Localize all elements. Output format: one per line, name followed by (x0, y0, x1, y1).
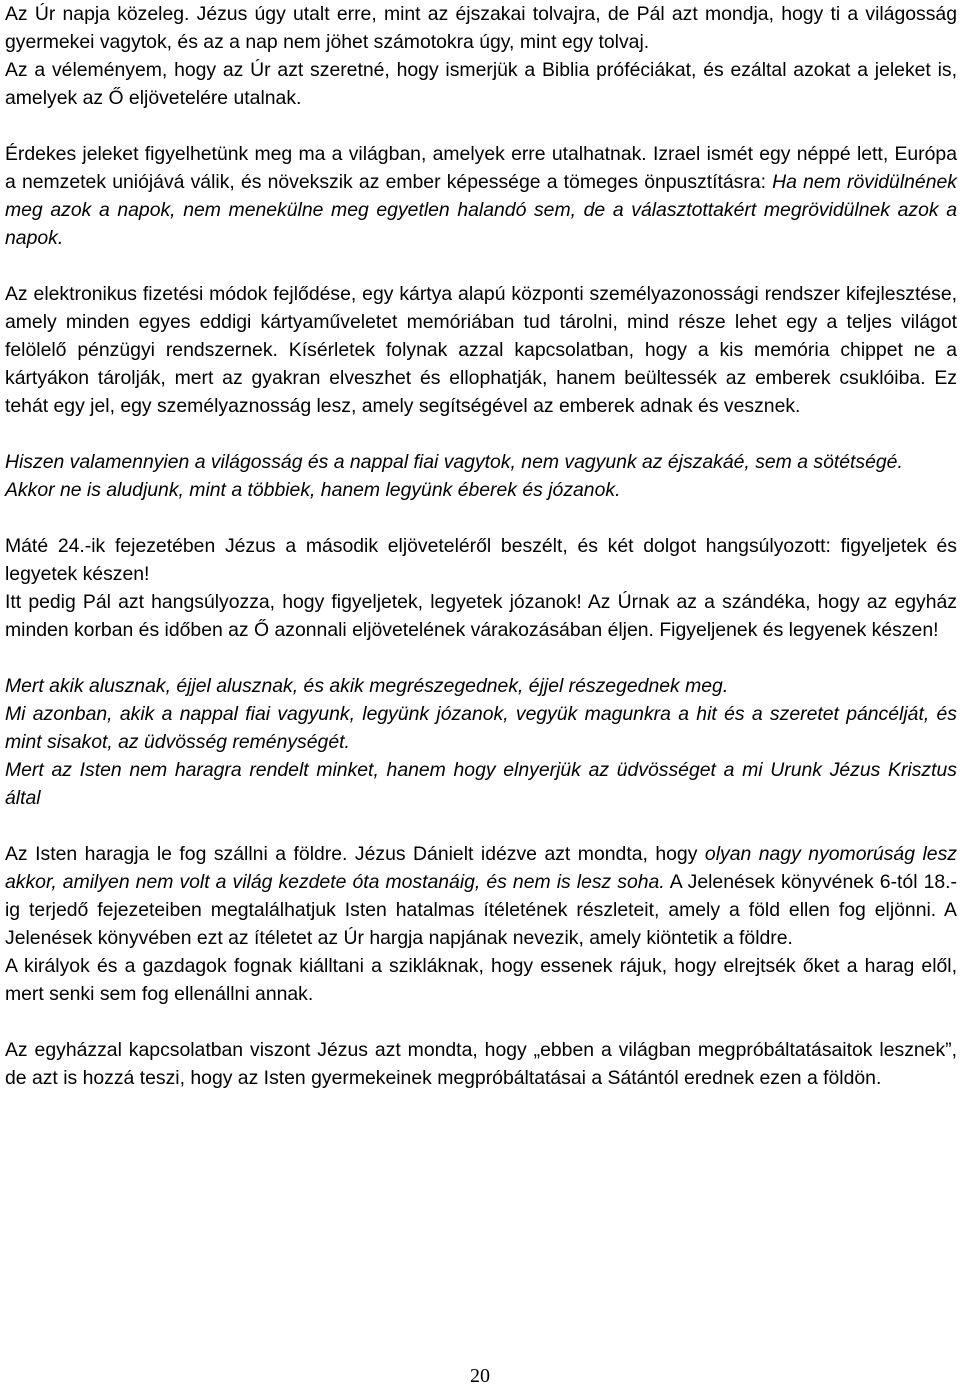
paragraph-1-line-2: Az a véleményem, hogy az Úr azt szeretné, hogy ismerjük a Biblia próféciákat, és ezáltal azokat a jeleket is, amelyek az Ő eljövetelére utalnak. (5, 59, 957, 109)
paragraph-6-line-1: Mert akik alusznak, éjjel alusznak, és akik megrészegednek, éjjel részegednek meg. (5, 675, 729, 697)
paragraph-6-line-3: Mert az Isten nem haragra rendelt minket, hanem hogy elnyerjük az üdvösséget a mi Urunk Jézus Krisztus által (5, 759, 957, 809)
page-body (5, 0, 957, 1092)
paragraph-3: Az elektronikus fizetési módok fejlődése, egy kártya alapú központi személyazonossági rendszer kifejlesztése, amely minden egyes eddigi kártyaműveletet memóriában tud tárolni, mind része lehet egy a teljes világot felölelő pénzügyi rendszernek. Kísérletek folynak azzal kapcsolatban, hogy a kis memória chippet ne a kártyákon tárolják, mert az gyakran elveszhet és ellophatják, hanem beültessék az emberek csuklóiba. Ez tehát egy jel, egy személyaznosság lesz, amely segítségével az emberek adnak és vesznek. (5, 283, 957, 417)
paragraph-7-text-c: A Jelenések könyvének 6-tól 18.-ig terjedő fejezeteiben megtalálhatjuk Isten hatalmas ítéletének részleteit, amely a föld ellen fog eljönni. A Jelenések könyvében ezt az ítéletet az Úr hargja napjának nevezik, amely kiöntetik a földre. (5, 871, 957, 949)
paragraph-4-line-2: Akkor ne is aludjunk, mint a többiek, hanem legyünk éberek és józanok. (5, 479, 621, 501)
paragraph-2-quote: Ha nem rövidülnének meg azok a napok, nem menekülne meg egyetlen halandó sem, de a választottakért megrövidülnek azok a napok. (5, 171, 957, 249)
paragraph-7 (5, 840, 957, 952)
paragraph-6-line-2: Mi azonban, akik a nappal fiai vagyunk, legyünk józanok, vegyük magunkra a hit és a szeretet páncélját, és mint sisakot, az üdvösség reménységét. (5, 703, 957, 753)
paragraph-4-line-1: Hiszen valamennyien a világosság és a nappal fiai vagytok, nem vagyunk az éjszakáé, sem a sötétségé. (5, 451, 903, 473)
paragraph-7-text-a: Az Isten haragja le fog szállni a földre. Jézus Dánielt idézve azt mondta, hogy (5, 843, 705, 865)
paragraph-8: Az egyházzal kapcsolatban viszont Jézus azt mondta, hogy „ebben a világban megpróbáltatásaitok lesznek”, de azt is hozzá teszi, hogy az Isten gyermekeinek megpróbáltatásai a Sátántól erednek ezen a földön. (5, 1039, 957, 1089)
paragraph-1-line-1: Az Úr napja közeleg. Jézus úgy utalt erre, mint az éjszakai tolvajra, de Pál azt mondja, hogy ti a világosság gyermekei vagytok, és az a nap nem jöhet számotokra úgy, mint egy tolvaj. (5, 3, 957, 53)
paragraph-5-line-2: Itt pedig Pál azt hangsúlyozza, hogy figyeljetek, legyetek józanok! Az Úrnak az a szándéka, hogy az egyház minden korban és időben az Ő azonnali eljövetelének várakozásában éljen. Figyeljenek és legyenek készen! (5, 591, 957, 641)
paragraph-5-line-1: Máté 24.-ik fejezetében Jézus a második eljöveteléről beszélt, és két dolgot hangsúlyozott: figyeljetek és legyetek készen! (5, 535, 957, 585)
paragraph-2 (5, 140, 957, 252)
paragraph-7-line-2: A királyok és a gazdagok fognak kiálltani a szikláknak, hogy essenek rájuk, hogy elrejtsék őket a harag elől, mert senki sem fog ellenállni annak. (5, 955, 957, 1005)
page-number: 20 (470, 1365, 490, 1387)
paragraph-2-text: Érdekes jeleket figyelhetünk meg ma a világban, amelyek erre utalhatnak. Izrael ismét egy néppé lett, Európa a nemzetek uniójává válik, és növekszik az ember képessége a tömeges önpusztításra: (5, 143, 957, 193)
paragraph-7-quote: olyan nagy nyomorúság lesz akkor, amilyen nem volt a világ kezdete óta mostanáig, és nem is lesz soha. (5, 843, 957, 893)
